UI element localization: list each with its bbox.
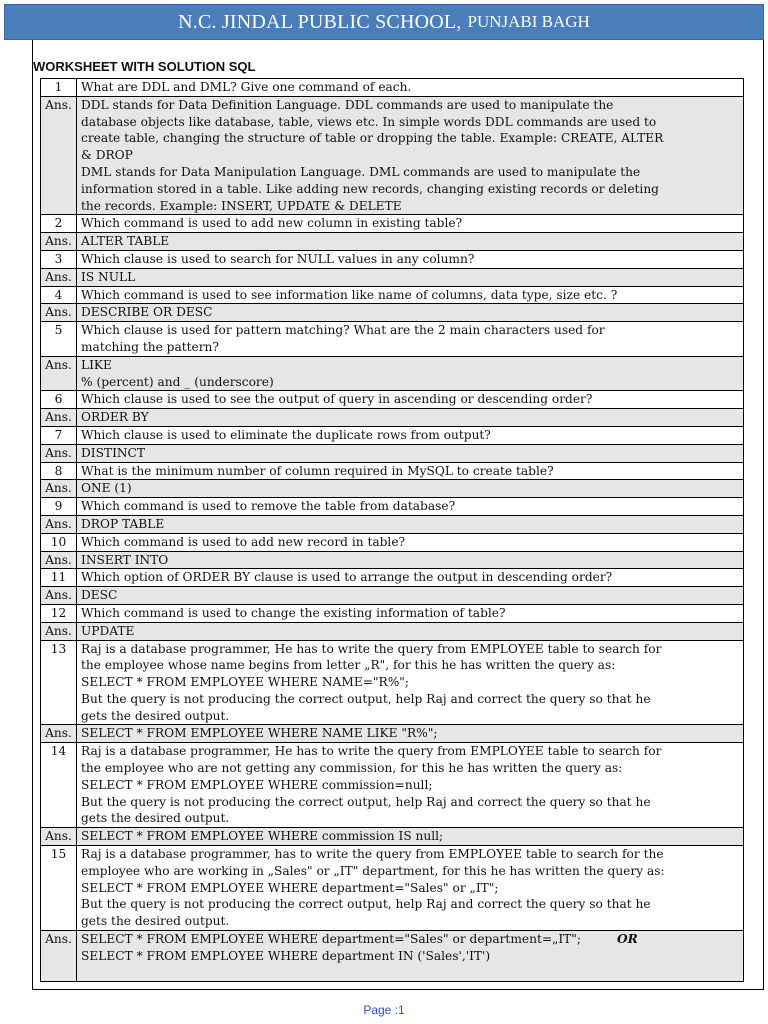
question-line: SELECT * FROM EMPLOYEE WHERE commission=null;	[81, 777, 433, 792]
answer-line	[81, 725, 739, 742]
question-number: 10	[41, 533, 77, 551]
question-row	[41, 426, 744, 444]
answer-line	[81, 931, 739, 948]
answer-text	[77, 587, 744, 605]
answer-label: Ans.	[41, 622, 77, 640]
answer-label: Ans.	[41, 725, 77, 743]
question-row	[41, 533, 744, 551]
question-text	[77, 640, 744, 725]
question-line: matching the pattern?	[81, 339, 219, 354]
question-line: What is the minimum number of column required in MySQL to create table?	[81, 463, 554, 478]
school-name: N.C. JINDAL PUBLIC SCHOOL,	[178, 10, 462, 33]
question-text	[77, 250, 744, 268]
question-line: But the query is not producing the correct output, help Raj and correct the query so that he	[81, 897, 651, 912]
question-line: What are DDL and DML? Give one command of each.	[81, 80, 412, 94]
answer-text	[77, 233, 744, 251]
school-header	[4, 4, 764, 40]
question-line: Which command is used to add new column in existing table?	[81, 216, 463, 231]
question-number: 9	[41, 498, 77, 516]
question-line: Raj is a database programmer, He has to write the query from EMPLOYEE table to search for	[81, 744, 662, 759]
question-line: SELECT * FROM EMPLOYEE WHERE department="Sales" or „IT";	[81, 880, 499, 895]
question-text	[77, 533, 744, 551]
answer-line-text: DESCRIBE OR DESC	[81, 305, 213, 320]
answer-line	[81, 114, 739, 131]
question-line: Which clause is used for pattern matching? What are the 2 main characters used for	[81, 323, 605, 338]
question-line: Which option of ORDER BY clause is used to arrange the output in descending order?	[81, 570, 613, 585]
question-text	[77, 215, 744, 233]
question-number: 1	[41, 79, 77, 97]
answer-line-text: ONE (1)	[81, 481, 132, 496]
question-line: But the query is not producing the correct output, help Raj and correct the query so that he	[81, 794, 651, 809]
school-location: PUNJABI BAGH	[467, 12, 590, 31]
question-line: SELECT * FROM EMPLOYEE WHERE NAME="R%";	[81, 675, 410, 690]
question-text	[77, 462, 744, 480]
question-line: Which command is used to see information like name of columns, data type, size etc. ?	[81, 287, 618, 302]
answer-line	[81, 97, 739, 114]
answer-row	[41, 356, 744, 391]
question-row	[41, 322, 744, 357]
question-number: 5	[41, 322, 77, 357]
answer-row	[41, 622, 744, 640]
answer-row	[41, 304, 744, 322]
answer-line	[81, 130, 739, 147]
answer-line-text: DESC	[81, 588, 118, 603]
answer-line-text: SELECT * FROM EMPLOYEE WHERE department IN ('Sales','IT')	[81, 948, 491, 963]
answer-label: Ans.	[41, 587, 77, 605]
question-text	[77, 498, 744, 516]
question-line: the employee whose name begins from letter „R", for this he has written the query as:	[81, 658, 616, 673]
answer-row	[41, 96, 744, 215]
question-line: Which command is used to change the existing information of table?	[81, 605, 506, 620]
question-row	[41, 743, 744, 828]
answer-line	[81, 269, 739, 286]
answer-label: Ans.	[41, 96, 77, 215]
answer-label: Ans.	[41, 268, 77, 286]
question-number: 11	[41, 569, 77, 587]
answer-text	[77, 480, 744, 498]
question-text	[77, 286, 744, 304]
question-line: gets the desired output.	[81, 811, 230, 826]
answer-text	[77, 409, 744, 427]
question-line: Which clause is used to search for NULL values in any column?	[81, 251, 475, 266]
question-number: 13	[41, 640, 77, 725]
answer-line-text: SELECT * FROM EMPLOYEE WHERE department="Sales" or department=„IT";	[81, 932, 582, 947]
question-text	[77, 391, 744, 409]
answer-text	[77, 622, 744, 640]
answer-row	[41, 828, 744, 846]
answer-row	[41, 444, 744, 462]
answer-label: Ans.	[41, 444, 77, 462]
answer-text	[77, 356, 744, 391]
worksheet-title: WORKSHEET WITH SOLUTION SQL	[33, 59, 256, 74]
answer-line-text: database objects like database, table, views etc. In simple words DDL commands are used to	[81, 114, 657, 129]
question-number: 12	[41, 604, 77, 622]
answer-label: Ans.	[41, 409, 77, 427]
answer-label: Ans.	[41, 480, 77, 498]
answer-line-text: LIKE	[81, 357, 112, 372]
question-number: 7	[41, 426, 77, 444]
answer-line	[81, 374, 739, 391]
answer-line-text: IS NULL	[81, 269, 136, 284]
question-text	[77, 426, 744, 444]
question-row	[41, 640, 744, 725]
answer-line	[81, 147, 739, 164]
question-text	[77, 322, 744, 357]
question-text	[77, 79, 744, 97]
answer-line	[81, 828, 739, 845]
answer-line-text: DDL stands for Data Definition Language. DDL commands are used to manipulate the	[81, 97, 614, 112]
question-row	[41, 498, 744, 516]
answer-line	[81, 623, 739, 640]
question-number: 4	[41, 286, 77, 304]
question-line: employee who are working in „Sales" or „IT" department, for this he has written the query as:	[81, 863, 665, 878]
answer-line	[81, 164, 739, 181]
answer-line-text: ORDER BY	[81, 410, 149, 425]
question-row	[41, 79, 744, 97]
answer-line-text: SELECT * FROM EMPLOYEE WHERE commission IS null;	[81, 829, 444, 844]
answer-line	[81, 445, 739, 462]
question-row	[41, 215, 744, 233]
page-number: Page :1	[363, 1003, 405, 1017]
answer-line-text: DML stands for Data Manipulation Language. DML commands are used to manipulate the	[81, 164, 641, 179]
answer-row	[41, 587, 744, 605]
answer-text	[77, 268, 744, 286]
answer-row	[41, 551, 744, 569]
answer-line	[81, 198, 739, 215]
answer-row	[41, 409, 744, 427]
answer-label: Ans.	[41, 515, 77, 533]
answer-line-text: SELECT * FROM EMPLOYEE WHERE NAME LIKE "R%";	[81, 726, 438, 741]
answer-text	[77, 931, 744, 982]
question-line: Raj is a database programmer, He has to write the query from EMPLOYEE table to search for	[81, 641, 662, 656]
qa-table	[40, 78, 744, 982]
answer-row	[41, 480, 744, 498]
question-number: 8	[41, 462, 77, 480]
answer-line-text: DROP TABLE	[81, 516, 165, 531]
answer-line	[81, 304, 739, 321]
question-text	[77, 604, 744, 622]
answer-line-text: information stored in a table. Like adding new records, changing existing records or deleting	[81, 181, 659, 196]
question-text	[77, 846, 744, 931]
question-row	[41, 462, 744, 480]
answer-text	[77, 828, 744, 846]
answer-line-text: UPDATE	[81, 623, 135, 638]
answer-line	[81, 587, 739, 604]
answer-label: Ans.	[41, 931, 77, 982]
answer-line-text: & DROP	[81, 148, 133, 163]
answer-row	[41, 725, 744, 743]
question-number: 3	[41, 250, 77, 268]
question-row	[41, 250, 744, 268]
question-number: 6	[41, 391, 77, 409]
answer-row	[41, 268, 744, 286]
question-line: gets the desired output.	[81, 708, 230, 723]
answer-line-text: ALTER TABLE	[81, 234, 170, 249]
answer-label: Ans.	[41, 356, 77, 391]
answer-line	[81, 409, 739, 426]
question-number: 14	[41, 743, 77, 828]
question-line: gets the desired output.	[81, 914, 230, 929]
question-line: Raj is a database programmer, has to write the query from EMPLOYEE table to search for the	[81, 847, 664, 862]
answer-row	[41, 233, 744, 251]
question-line: Which clause is used to eliminate the duplicate rows from output?	[81, 427, 491, 442]
question-line: But the query is not producing the correct output, help Raj and correct the query so that he	[81, 691, 651, 706]
answer-text	[77, 551, 744, 569]
answer-text	[77, 515, 744, 533]
question-number: 2	[41, 215, 77, 233]
answer-line	[81, 480, 739, 497]
question-row	[41, 569, 744, 587]
question-row	[41, 391, 744, 409]
answer-label: Ans.	[41, 304, 77, 322]
question-text	[77, 569, 744, 587]
answer-text	[77, 725, 744, 743]
answer-label: Ans.	[41, 551, 77, 569]
question-line: the employee who are not getting any commission, for this he has written the query as:	[81, 761, 623, 776]
answer-row	[41, 931, 744, 982]
question-text	[77, 743, 744, 828]
answer-line-text: INSERT INTO	[81, 552, 169, 567]
question-line: Which clause is used to see the output of query in ascending or descending order?	[81, 392, 593, 407]
question-row	[41, 604, 744, 622]
answer-line	[81, 516, 739, 533]
question-row	[41, 286, 744, 304]
answer-line	[81, 948, 739, 965]
question-line: Which command is used to add new record in table?	[81, 534, 406, 549]
answer-line-text: create table, changing the structure of table or dropping the table. Example: CREATE, ALTER	[81, 131, 664, 146]
answer-text	[77, 444, 744, 462]
answer-label: Ans.	[41, 828, 77, 846]
answer-line-text: the records. Example: INSERT, UPDATE & DELETE	[81, 198, 402, 213]
answer-line	[81, 552, 739, 569]
question-row	[41, 846, 744, 931]
answer-label: Ans.	[41, 233, 77, 251]
answer-line	[81, 181, 739, 198]
answer-line	[81, 357, 739, 374]
or-label: OR	[617, 932, 638, 947]
answer-line-text: % (percent) and _ (underscore)	[81, 374, 274, 389]
answer-text	[77, 96, 744, 215]
answer-line-text: DISTINCT	[81, 445, 145, 460]
answer-text	[77, 304, 744, 322]
question-number: 15	[41, 846, 77, 931]
answer-row	[41, 515, 744, 533]
question-line: Which command is used to remove the table from database?	[81, 499, 456, 514]
answer-line	[81, 233, 739, 250]
